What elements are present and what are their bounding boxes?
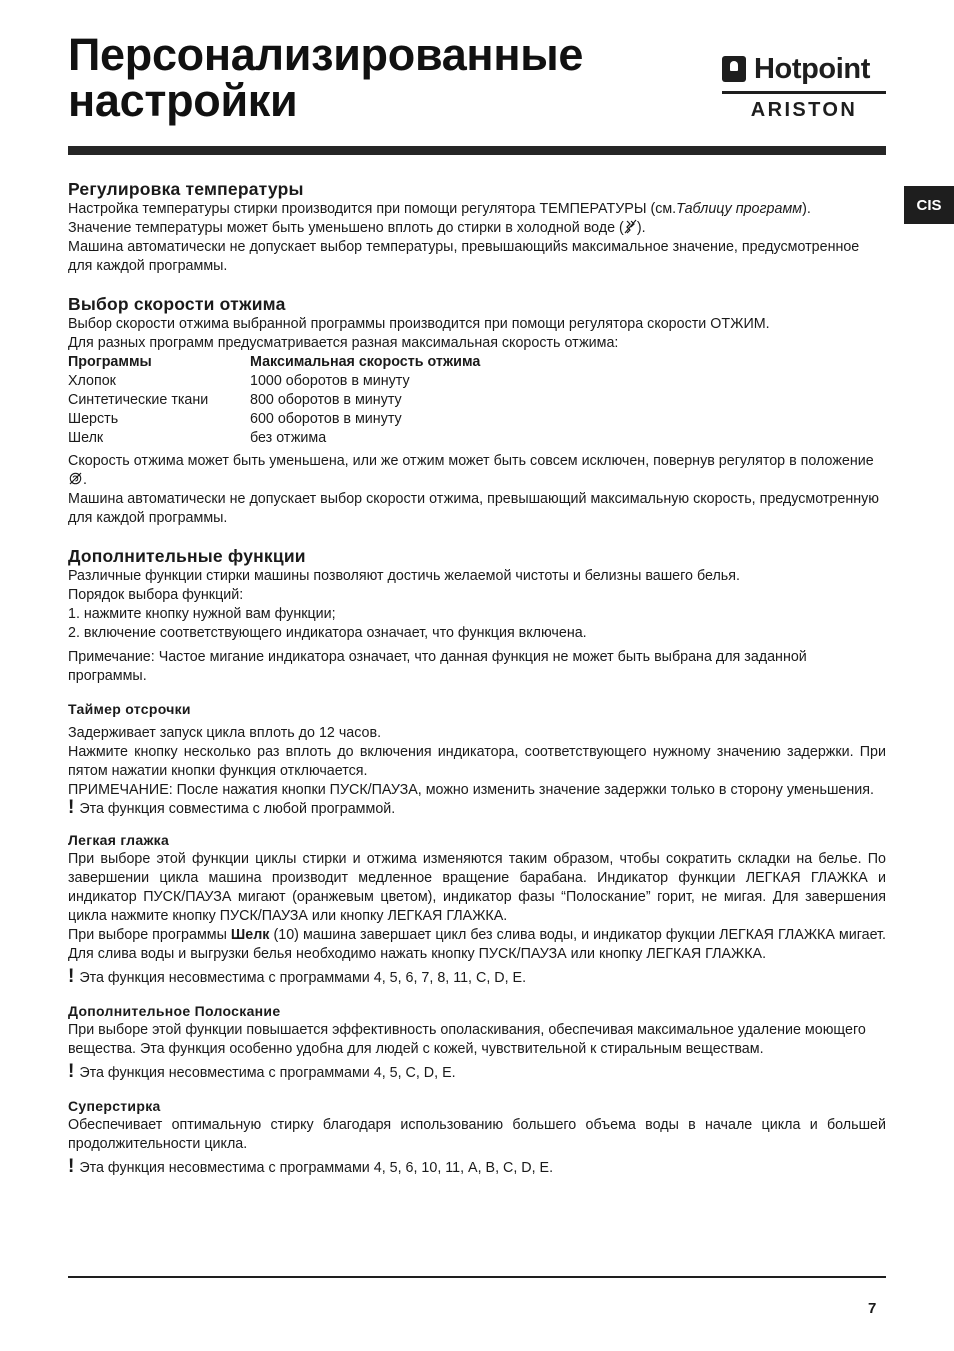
footer-rule xyxy=(68,1276,886,1278)
table-cell-program: Хлопок xyxy=(68,373,116,389)
table-row xyxy=(68,429,480,448)
brand-name: Hotpoint xyxy=(754,52,870,85)
easy-iron-heading: Легкая глажка xyxy=(68,832,170,848)
easy-iron-compatibility-note: ! Эта функция несовместима с программами 4, 5, 6, 7, 8, 11, C, D, E. xyxy=(68,966,527,987)
page-title xyxy=(68,29,688,126)
warning-icon: ! xyxy=(68,966,75,987)
brand-logo xyxy=(722,52,886,122)
extra-rinse-heading: Дополнительное Полоскание xyxy=(68,1003,281,1019)
extra-rinse-compatibility-note: ! Эта функция несовместима с программами 4, 5, C, D, E. xyxy=(68,1061,456,1082)
table-cell-speed: 600 оборотов в минуту xyxy=(250,411,402,427)
super-wash-section xyxy=(68,1097,886,1178)
functions-paragraph-1: Различные функции стирки машины позволяют достичь желаемой чистоты и белизны вашего белья. xyxy=(68,568,740,584)
table-cell-program: Шерсть xyxy=(68,411,119,427)
table-cell-program: Синтетические ткани xyxy=(68,392,209,408)
page-number: 7 xyxy=(868,1300,877,1317)
super-wash-compatibility-note: ! Эта функция несовместима с программами 4, 5, 6, 10, 11, A, B, C, D, E. xyxy=(68,1156,554,1177)
easy-iron-paragraph-1: При выборе этой функции циклы стирки и отжима изменяются таким образом, чтобы сократить складки на белье. По завершении цикла машина производит медленное вращение барабана. Индикатор функции ЛЕГКАЯ ГЛАЖКА и индикатор ПУСК/ПАУЗА мигают (оранжевым цветом), индикатор фазы “Полоскание” горит, не мигая. Для завершения цикла нажмите кнопку ПУСК/ПАУЗА или кнопку ЛЕГКАЯ ГЛАЖКА. xyxy=(68,851,886,924)
super-wash-heading: Суперстирка xyxy=(68,1098,161,1114)
extra-rinse-paragraph-1: При выборе этой функции повышается эффективность ополаскивания, обеспечивая максимальное удаление моющего вещества. Эта функция особенно удобна для людей с кожей, чувствительной к стиральным веществам. xyxy=(68,1022,866,1057)
temperature-heading: Регулировка температуры xyxy=(68,179,304,199)
timer-paragraph-3: ПРИМЕЧАНИЕ: После нажатия кнопки ПУСК/ПАУЗА, можно изменить значение задержки только в сторону уменьшения. xyxy=(68,782,874,798)
table-cell-program: Шелк xyxy=(68,430,104,446)
table-row xyxy=(68,372,480,391)
warning-icon: ! xyxy=(68,1156,75,1177)
timer-paragraph-2: Нажмите кнопку несколько раз вплоть до включения индикатора, соответствующего нужному значению задержки. При пятом нажатии кнопки функция отключается. xyxy=(68,744,886,779)
timer-heading: Таймер отсрочки xyxy=(68,701,191,717)
table-row xyxy=(68,391,480,410)
timer-section xyxy=(68,700,886,819)
functions-step-1: 1. нажмите кнопку нужной вам функции; xyxy=(68,606,336,622)
temperature-section xyxy=(68,178,886,276)
functions-section xyxy=(68,545,886,686)
super-wash-paragraph-1: Обеспечивает оптимальную стирку благодаря использованию большего объема воды в начале цикла и большей продолжительности цикла. xyxy=(68,1117,886,1152)
table-header-speed: Максимальная скорость отжима xyxy=(250,354,481,370)
spin-heading: Выбор скорости отжима xyxy=(68,294,286,314)
functions-step-2: 2. включение соответствующего индикатора означает, что функция включена. xyxy=(68,625,587,641)
functions-note: Примечание: Частое мигание индикатора означает, что данная функция не может быть выбрана для заданной программы. xyxy=(68,649,807,684)
timer-compatibility-note: ! Эта функция совместима с любой программой. xyxy=(68,797,396,818)
table-cell-speed: без отжима xyxy=(250,430,327,446)
spin-paragraph-3: Скорость отжима может быть уменьшена, или же отжим может быть совсем исключен, повернув регулятор в положение . xyxy=(68,453,874,488)
easy-iron-section xyxy=(68,831,886,988)
temperature-paragraph-1: Настройка температуры стирки производится при помощи регулятора ТЕМПЕРАТУРЫ (см.Таблицу программ). xyxy=(68,201,811,217)
hotpoint-logo-icon xyxy=(722,56,746,82)
functions-heading: Дополнительные функции xyxy=(68,546,306,566)
page-title-line-2: настройки xyxy=(68,75,298,126)
table-header-row xyxy=(68,353,480,372)
warning-icon: ! xyxy=(68,1061,75,1082)
timer-paragraph-1: Задерживает запуск цикла вплоть до 12 часов. xyxy=(68,725,382,741)
page-title-line-1: Персонализированные xyxy=(68,29,584,80)
spin-speed-table xyxy=(68,353,480,448)
brand-subname: ARISTON xyxy=(750,99,858,121)
program-table-reference: Таблицу программ xyxy=(676,201,803,217)
main-content xyxy=(68,178,886,1178)
header-rule xyxy=(68,146,886,155)
table-cell-speed: 800 оборотов в минуту xyxy=(250,392,402,408)
logo-divider xyxy=(722,91,886,94)
cold-wash-icon xyxy=(624,219,637,234)
no-spin-icon xyxy=(68,471,83,486)
table-header-program: Программы xyxy=(68,354,152,370)
table-cell-speed: 1000 оборотов в минуту xyxy=(250,373,410,389)
spin-paragraph-2: Для разных программ предусматривается разная максимальная скорость отжима: xyxy=(68,335,619,351)
spin-paragraph-1: Выбор скорости отжима выбранной программы производится при помощи регулятора скорости ОТЖИМ. xyxy=(68,316,770,332)
temperature-paragraph-3: Машина автоматически не допускает выбор температуры, превышающийs максимальное значение, предусмотренное для каждой программы. xyxy=(68,239,860,274)
warning-icon: ! xyxy=(68,797,75,818)
extra-rinse-section xyxy=(68,1002,886,1083)
temperature-paragraph-2: Значение температуры может быть уменьшено вплоть до стирки в холодной воде ( ). xyxy=(68,220,646,236)
silk-program-name: Шелк xyxy=(230,927,270,943)
easy-iron-paragraph-2: При выборе программы Шелк (10) машина завершает цикл без слива воды, и индикатор фукции ЛЕГКАЯ ГЛАЖКА мигает. Для слива воды и выгрузки белья необходимо нажать кнопку ПУСК/ПАУЗА или кнопку ЛЕГКАЯ ГЛАЖКА. xyxy=(68,927,886,962)
functions-paragraph-2: Порядок выбора функций: xyxy=(68,587,244,603)
spin-section xyxy=(68,293,886,528)
language-tab: CIS xyxy=(904,186,954,224)
spin-paragraph-4: Машина автоматически не допускает выбор скорости отжима, превышающий максимальную скорость, предусмотренную для каждой программы. xyxy=(68,491,879,526)
table-row xyxy=(68,410,480,429)
